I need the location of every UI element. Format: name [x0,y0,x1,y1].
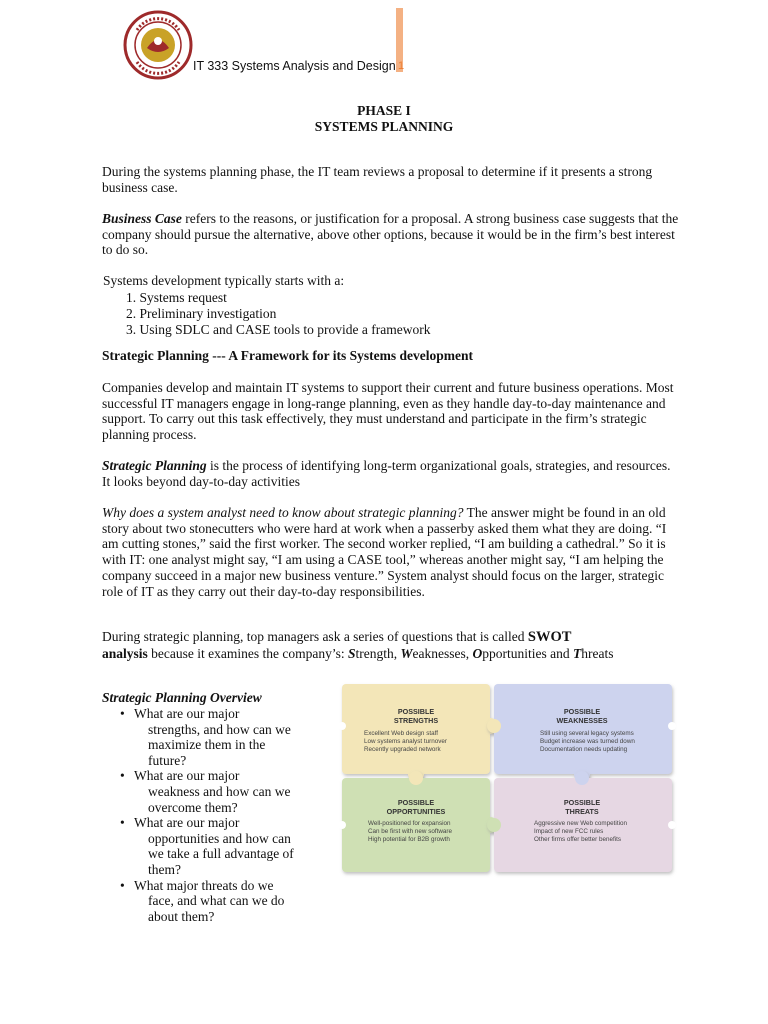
strategic-definition-text: is the process of identifying long-term organizational goals, strategies, and resources. It looks beyond day-to-day activities [102,458,671,489]
dev-start-lead: Systems development typically starts with a: [103,273,345,288]
business-case-text: refers to the reasons, or justification for a proposal. A strong business case suggests that the company should pursue the alternative, above other options, because it would be in the firm’s best interest to do so. [102,211,679,258]
bullet-icon: • [120,706,125,721]
bullet-text: What are our major [134,815,240,831]
swot-puzzle-figure [336,678,678,878]
swot-letter-s: S [347,645,356,661]
opportunities-item: Well-positioned for expansion [368,820,451,827]
bullet-icon: • [120,815,125,831]
title-line-2: SYSTEMS PLANNING [314,119,454,134]
overview-bullet [120,768,320,815]
swot-word: trength, [355,645,401,661]
document-title [0,103,768,135]
threats-item: Other firms offer better benefits [534,836,622,843]
swot-term: SWOT [527,629,572,645]
intro-paragraph: During the systems planning phase, the IT team reviews a proposal to determine if it presents a strong business case. [102,164,653,195]
bullet-text: overcome them? [148,799,238,815]
companies-paragraph: Companies develop and maintain IT systems to support their current and future business operations. Most successful IT managers engage in long-range planning, even as they handle day-to-day maintenance and support. To carry out this task effectively, they must understand and participate in the firm’s strategic planning process. [102,380,674,443]
swot-word: pportunities and [482,645,573,661]
title-line-1: PHASE I [357,103,411,118]
dev-start-item: 2. Preliminary investigation [126,306,277,321]
strategic-planning-term: Strategic Planning [102,458,207,473]
threats-item: Aggressive new Web competition [534,820,627,827]
bullet-text: opportunities and how can [148,830,291,846]
side-nub [668,722,676,730]
bullet-icon: • [120,768,125,784]
overview-title: Strategic Planning Overview [102,690,262,705]
swot-paragraph [102,629,680,661]
strengths-item: Excellent Web design staff [364,730,438,737]
swot-letter-w: W [400,645,413,661]
university-seal-logo [123,10,193,80]
opportunities-title: OPPORTUNITIES [386,807,446,816]
bullet-text: we take a full advantage of [148,846,294,862]
why-text: The answer might be found in an old story about two stonecutters who were hard at work when a passerby asked them what they are doing. “I am cutting stones,” said the first worker. The second worker replied, “I am building a cathedral.” So it is with IT: one analyst might say, “I am using a CASE tool,” whereas another might say, “I am helping the company succeed in a major new business venture.” System analyst should focus on the larger, strategic role of IT as they carry out their day-to-day responsibilities. [102,505,667,599]
business-case-term: Business Case [102,211,182,226]
bullet-text: What are our major [134,706,240,721]
bullet-text: weakness and how can we [148,783,291,799]
threats-title: POSSIBLE [563,798,601,807]
business-case-paragraph [102,211,680,258]
threats-notch [575,771,589,785]
weaknesses-item: Documentation needs updating [540,746,628,753]
bullet-text: maximize them in the [148,737,266,753]
swot-letter-t: T [572,645,582,661]
why-question: Why does a system analyst need to know about strategic planning? [102,505,464,520]
threats-item: Impact of new FCC rules [534,828,604,835]
swot-letter-o: O [472,645,483,661]
weaknesses-item: Budget increase was turned down [540,738,635,745]
dev-start-list [126,290,430,338]
opportunities-item: Can be first with new software [368,828,452,835]
strengths-title: POSSIBLE [397,707,435,716]
swot-word: eaknesses, [412,645,473,661]
weaknesses-title: WEAKNESSES [556,716,608,725]
course-title: IT 333 Systems Analysis and Design [193,59,396,73]
weaknesses-tile [494,684,672,774]
opportunities-notch [409,771,423,785]
strengths-item: Recently upgraded network [364,746,441,753]
opportunities-title: POSSIBLE [397,798,435,807]
bullet-text: What major threats do we [134,877,274,893]
bullet-text: about them? [148,908,215,924]
side-nub [338,722,346,730]
bullet-text: What are our major [134,768,240,784]
bullet-text: them? [148,861,181,877]
threats-notch [487,818,501,832]
side-nub [668,821,676,829]
bullet-icon: • [120,877,125,893]
dev-start-item: 1. Systems request [126,290,227,305]
overview-bullet [120,878,320,925]
strategic-definition-paragraph [102,458,680,489]
bullet-text: future? [148,752,187,768]
opportunities-item: High potential for B2B growth [368,836,450,843]
swot-text: because it examines the company’s: [147,645,348,661]
overview-bullets [120,706,320,924]
bullet-text: strengths, and how can we [148,721,291,737]
page-number: 1 [398,60,405,72]
swot-word: hreats [581,645,614,661]
overview-bullet [120,815,320,877]
dev-start-item: 3. Using SDLC and CASE tools to provide a framework [126,322,431,337]
analysis-term: analysis [102,645,148,661]
weaknesses-item: Still using several legacy systems [540,730,634,737]
overview-bullet [120,706,320,768]
strategic-planning-heading: Strategic Planning --- A Framework for its Systems development [102,348,473,363]
swot-text: During strategic planning, top managers ask a series of questions that is called [102,629,528,644]
weaknesses-notch [487,719,501,733]
why-paragraph [102,505,680,599]
strengths-title: STRENGTHS [393,716,439,725]
bullet-text: face, and what can we do [148,893,285,909]
threats-title: THREATS [565,807,599,816]
strengths-tile [342,684,490,774]
side-nub [338,821,346,829]
weaknesses-title: POSSIBLE [563,707,601,716]
strengths-item: Low systems analyst turnover [364,738,447,745]
